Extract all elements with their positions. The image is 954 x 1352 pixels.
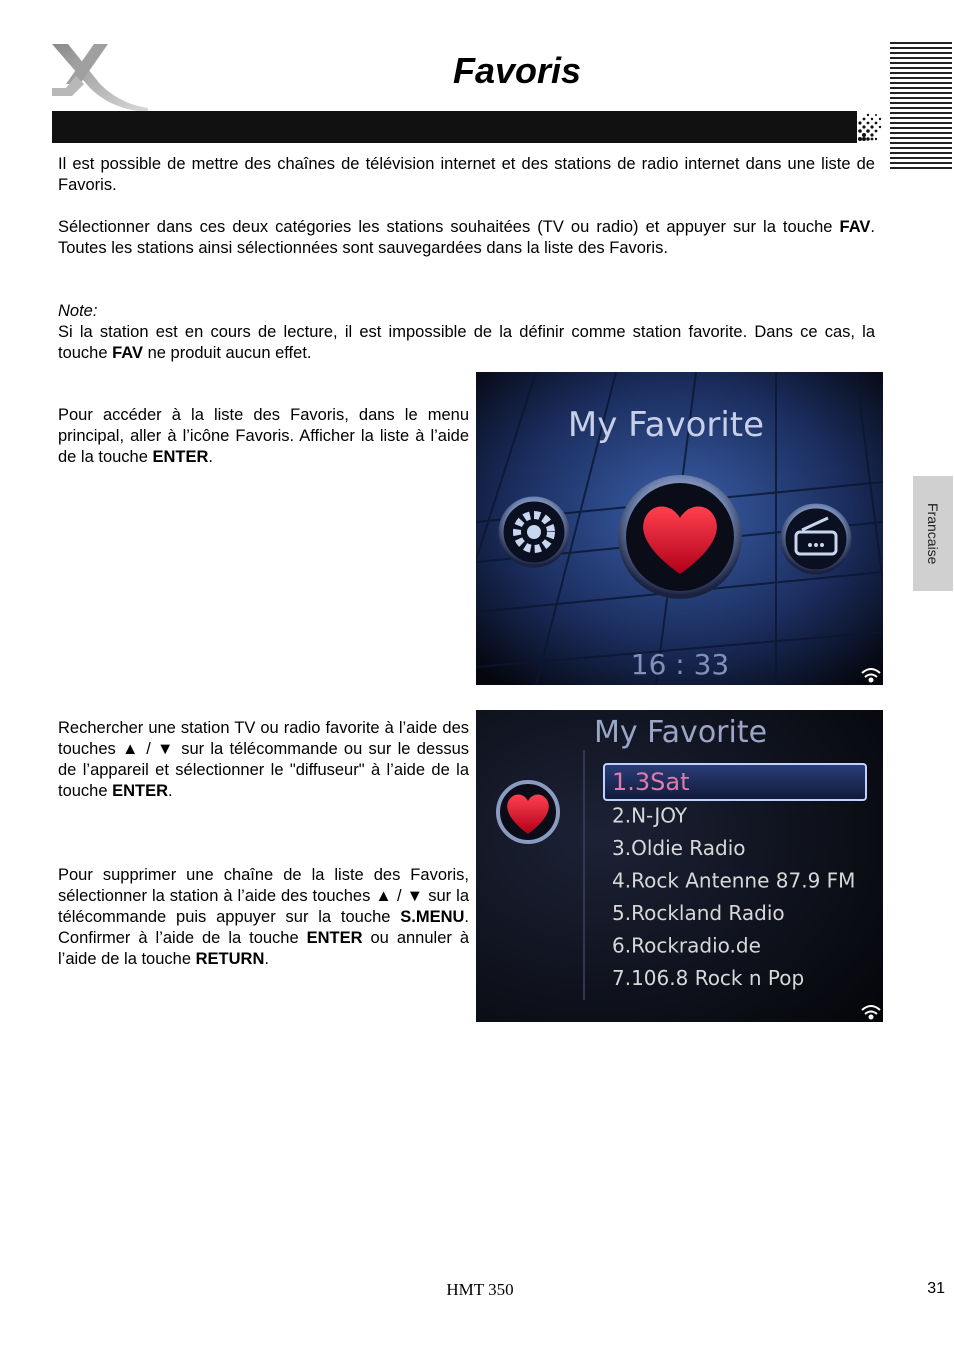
page-number: 31 [927, 1280, 945, 1297]
radio-icon [783, 506, 849, 572]
intro-paragraph-2 [58, 217, 875, 259]
screen2-title: My Favorite [594, 715, 768, 750]
station-item[interactable]: 4.Rock Antenne 87.9 FM [612, 868, 856, 893]
screen1-clock: 16 : 33 [630, 648, 730, 681]
intro-text-2b: . Toutes les stations ainsi sélectionnées sont sauvegardées dans la liste des Favoris. [58, 218, 875, 257]
footer-model: HMT 350 [446, 1280, 514, 1299]
header-bar [52, 111, 882, 143]
delete-paragraph [58, 865, 469, 970]
header-bar-dot-pattern [843, 111, 883, 143]
station-item[interactable]: 2.N-JOY [612, 803, 688, 828]
fav-key-label: FAV [839, 218, 871, 236]
screenshot-favorite-list [476, 710, 883, 1022]
language-tab-label: Francaise [925, 502, 941, 565]
intro-paragraph-1 [58, 154, 875, 196]
heart-icon [622, 479, 738, 595]
intro-text-2a: Sélectionner dans ces deux catégories les stations souhaitées (TV ou radio) et appuyer sur la touche [58, 218, 840, 236]
delete-text-b: . Confirmer à l’aide de la touche [58, 908, 469, 947]
delete-enter-key: ENTER [306, 929, 363, 947]
search-text-a: Rechercher une station TV ou radio favorite à l’aide des touches ▲ / ▼ sur la télécommande ou sur le dessus de l’appareil et sélectionner le "diffuseur" à l’aide de la touche [58, 719, 469, 800]
delete-return-key: RETURN [195, 950, 265, 968]
delete-text-c: ou annuler à l’aide de la touche [58, 929, 469, 968]
station-item[interactable]: 3.Oldie Radio [612, 836, 746, 860]
access-enter-key: ENTER [152, 448, 209, 466]
screenshot-main-menu [476, 372, 883, 685]
note-label: Note: [58, 302, 98, 320]
station-item[interactable]: 6.Rockradio.de [612, 933, 761, 958]
station-item[interactable]: 1.3Sat [612, 768, 690, 796]
station-item[interactable]: 5.Rockland Radio [612, 901, 785, 925]
page-title: Favoris [452, 50, 582, 91]
screen1-title: My Favorite [567, 405, 765, 445]
note-paragraph [58, 322, 875, 364]
delete-smenu-key: S.MENU [400, 908, 465, 926]
note-fav-key: FAV [112, 344, 143, 362]
gear-icon [501, 499, 567, 565]
note-text-a: Si la station est en cours de lecture, il est impossible de la définir comme station favorite. Dans ce cas, la touche [58, 323, 875, 362]
station-item[interactable]: 7.106.8 Rock n Pop [612, 966, 805, 990]
delete-text-a: Pour supprimer une chaîne de la liste des Favoris, sélectionner la station à l’aide des touches ▲ / ▼ sur la télécommande puis appuyer sur la touche [58, 866, 469, 926]
note-text-b: ne produit aucun effet. [143, 344, 312, 362]
search-paragraph [58, 718, 469, 802]
search-enter-key: ENTER [112, 782, 169, 800]
intro-text-1: Il est possible de mettre des chaînes de télévision internet et des stations de radio internet dans une liste de Favoris. [58, 155, 875, 194]
access-paragraph [58, 405, 469, 468]
search-text-b: . [168, 782, 173, 800]
access-text-a: Pour accéder à la liste des Favoris, dans le menu principal, aller à l’icône Favoris. Afficher la liste à l’aide de la touche [58, 406, 469, 466]
heart-icon [498, 782, 558, 842]
delete-text-d: . [264, 950, 269, 968]
corner-stripes [890, 42, 952, 172]
access-text-b: . [208, 448, 214, 466]
